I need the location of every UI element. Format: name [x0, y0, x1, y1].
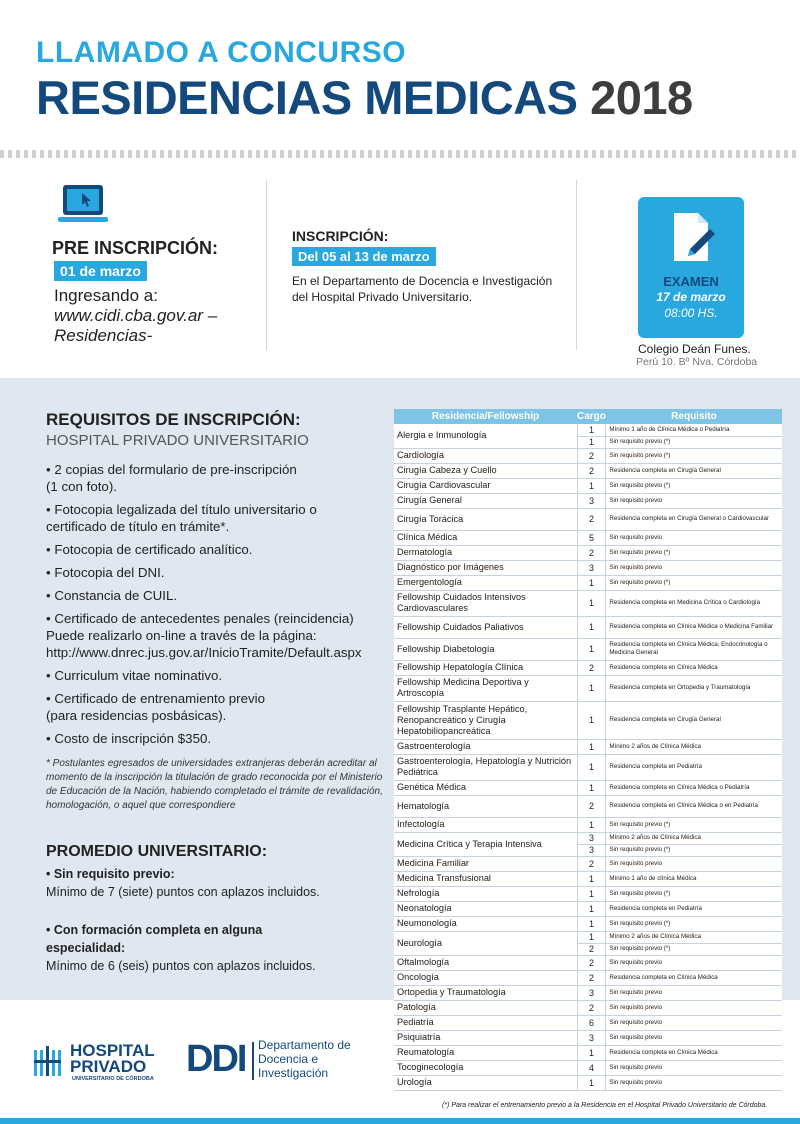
requisito-value: Mínimo 1 año de Clínica Médica o Pediatría	[606, 424, 782, 436]
cargo-value: 1	[577, 1075, 606, 1090]
column-header: Requisito	[606, 409, 782, 424]
cargo-value: 3	[577, 560, 606, 575]
requisito-item: • Fotocopia de certificado analítico.	[46, 542, 253, 557]
requisito-item: • Costo de inscripción $350.	[46, 731, 212, 746]
cargo-value: 1	[577, 575, 606, 590]
table-row	[394, 560, 782, 575]
requisito-value: Residencia completa en Clínica Médica	[606, 1045, 782, 1060]
table-row	[394, 1030, 782, 1045]
hospital-logo-line1: HOSPITAL	[70, 1041, 155, 1060]
residencia-name: Fellowship Cuidados Intensivos Cardiovasculares	[394, 590, 577, 616]
residencia-name: Dermatología	[394, 545, 577, 560]
cargo-value: 2	[577, 955, 606, 970]
ddi-logo	[186, 1038, 366, 1088]
requisito-value: Residencia completa en Pediatría	[606, 754, 782, 780]
hospital-logo-line2: PRIVADO	[70, 1057, 147, 1076]
residencia-name: Patología	[394, 1000, 577, 1015]
requisito-item: certificado de título en trámite*.	[46, 519, 230, 534]
requisito-value: Sin requisito previo	[606, 856, 782, 871]
requisito-item: • Fotocopia del DNI.	[46, 565, 165, 580]
requisito-value: Mínimo 2 años de Clínica Médica	[606, 931, 782, 943]
table-header-row	[394, 409, 782, 424]
cargo-value: 1	[577, 616, 606, 638]
bottom-accent-line	[0, 1118, 800, 1124]
pre-inscripcion-text	[54, 286, 217, 346]
requisito-item: • 2 copias del formulario de pre-inscripción	[46, 462, 297, 477]
promedio-opt2-text: Mínimo de 6 (seis) puntos con aplazos incluidos.	[46, 959, 316, 973]
cargo-value: 2	[577, 508, 606, 530]
cargo-value: 4	[577, 1060, 606, 1075]
promedio-opt2-title: • Con formación completa en alguna	[46, 923, 263, 937]
cargo-value: 3	[577, 832, 606, 844]
pre-inscripcion-date: 01 de marzo	[54, 261, 147, 281]
examen-address: Perú 10. Bº Nva. Córdoba	[636, 356, 758, 368]
hospital-logo-icon	[32, 1044, 68, 1078]
table-row	[394, 780, 782, 795]
table-row	[394, 675, 782, 701]
requisito-value: Sin requisito previo	[606, 1015, 782, 1030]
requisito-value: Residencia completa en Medicina Crítica o Cardiología	[606, 590, 782, 616]
requisito-value: Mínimo 2 años de Clínica Médica	[606, 739, 782, 754]
requisito-value: Residencia completa en Cirugía General	[606, 701, 782, 739]
table-row	[394, 545, 782, 560]
table-row	[394, 463, 782, 478]
pre-inscripcion-line1: Ingresando a:	[54, 286, 158, 305]
residencia-name: Gastroenterología, Hepatología y Nutrición Pediátrica	[394, 754, 577, 780]
residencia-name: Fellowship Diabetología	[394, 638, 577, 660]
requisito-value: Sin requisito previo (*)	[606, 886, 782, 901]
requisitos-list	[46, 461, 386, 747]
table-row	[394, 590, 782, 616]
requisitos-note: * Postulantes egresados de universidades extranjeras deberán acreditar al momento de la inscripción la titulación de grado reconocida por el Ministerio de Educación de la Nación, habiendo completado el trámite de revalidación, homologación, o aquel que correspondiere	[46, 758, 383, 811]
residencia-name: Cardiología	[394, 448, 577, 463]
laptop-cursor-icon	[58, 183, 108, 227]
cargo-value: 1	[577, 871, 606, 886]
examen-place: Colegio Deán Funes.	[638, 342, 751, 356]
table-row	[394, 575, 782, 590]
cargo-value: 1	[577, 436, 606, 448]
residencia-name: Neurología	[394, 931, 577, 955]
requisito-value: Mínimo 2 años de Clínica Médica	[606, 832, 782, 844]
table-row	[394, 1060, 782, 1075]
table-row	[394, 493, 782, 508]
residencia-name: Fellowship Hepatología Clínica	[394, 660, 577, 675]
requisito-value: Residencia completa en Clínica Médica o Pediatría	[606, 780, 782, 795]
residencia-name: Genética Médica	[394, 780, 577, 795]
promedio-section	[46, 843, 386, 975]
cargo-value: 3	[577, 844, 606, 856]
requisito-value: Sin requisito previo	[606, 530, 782, 545]
requisito-value: Sin requisito previo (*)	[606, 817, 782, 832]
cargo-value: 3	[577, 493, 606, 508]
column-header: Residencia/Fellowship	[394, 409, 577, 424]
residencia-name: Cirugía Torácica	[394, 508, 577, 530]
table-row	[394, 901, 782, 916]
poster-header	[0, 0, 800, 150]
residencia-name: Oftalmología	[394, 955, 577, 970]
inscripcion-text	[292, 273, 552, 305]
residencia-name: Urología	[394, 1075, 577, 1090]
requisito-value: Sin requisito previo	[606, 1060, 782, 1075]
residencia-name: Pediatría	[394, 1015, 577, 1030]
ddi-logo-text	[258, 1038, 351, 1080]
cargo-value: 1	[577, 931, 606, 943]
promedio-opt1-title: • Sin requisito previo:	[46, 867, 175, 881]
residencia-name: Psiquiatría	[394, 1030, 577, 1045]
requisito-item: • Constancia de CUIL.	[46, 588, 178, 603]
table-row	[394, 856, 782, 871]
table-row	[394, 448, 782, 463]
cargo-value: 3	[577, 985, 606, 1000]
table-row	[394, 530, 782, 545]
poster-title-line2	[36, 70, 693, 125]
cargo-value: 1	[577, 754, 606, 780]
requisito-value: Residencia completa en Cirugía General o Cardiovascular	[606, 508, 782, 530]
residencia-name: Fellowship Trasplante Hepático, Renopancreático y Cirugía Hepatobiliopancreática	[394, 701, 577, 739]
requisito-value: Sin requisito previo	[606, 985, 782, 1000]
requisito-value: Sin requisito previo (*)	[606, 575, 782, 590]
cargo-value: 2	[577, 943, 606, 955]
cargo-value: 3	[577, 1030, 606, 1045]
zigzag-divider	[0, 150, 800, 158]
ddi-logo-bar	[252, 1042, 254, 1080]
residencia-name: Medicina Crítica y Terapia Intensiva	[394, 832, 577, 856]
requisito-value: Residencia completa en Ortopedia y Traumatología	[606, 675, 782, 701]
cargo-value: 1	[577, 675, 606, 701]
residencia-name: Tocoginecología	[394, 1060, 577, 1075]
requisito-value: Residencia completa en Clínica Médica	[606, 970, 782, 985]
table-row	[394, 739, 782, 754]
requisito-value: Sin requisito previo (*)	[606, 436, 782, 448]
requisito-value: Sin requisito previo (*)	[606, 448, 782, 463]
cargo-value: 2	[577, 856, 606, 871]
promedio-title: PROMEDIO UNIVERSITARIO:	[46, 843, 268, 860]
inscripcion-title: INSCRIPCIÓN:	[292, 228, 389, 244]
pre-inscripcion-line3: Residencias-	[54, 326, 153, 345]
table-row	[394, 660, 782, 675]
table-row	[394, 970, 782, 985]
cargo-value: 1	[577, 901, 606, 916]
table-row	[394, 508, 782, 530]
requisito-item: Puede realizarlo on-line a través de la página:	[46, 628, 317, 643]
residencia-name: Cirugía General	[394, 493, 577, 508]
table-row	[394, 985, 782, 1000]
requisito-item: • Curriculum vitae nominativo.	[46, 668, 223, 683]
requisito-item: (para residencias posbásicas).	[46, 708, 227, 723]
cargo-value: 6	[577, 1015, 606, 1030]
cargo-value: 1	[577, 780, 606, 795]
requisito-item: • Fotocopia legalizada del título universitario o	[46, 502, 317, 517]
inscripcion-text-line1: En el Departamento de Docencia e Investigación	[292, 274, 553, 288]
cargo-value: 1	[577, 886, 606, 901]
cargo-value: 2	[577, 545, 606, 560]
residencias-table	[394, 409, 782, 1091]
residencia-name: Cirugía Cardiovascular	[394, 478, 577, 493]
examen-date: 17 de marzo	[656, 290, 726, 304]
cargo-value: 2	[577, 463, 606, 478]
examen-box	[638, 197, 744, 338]
cargo-value: 5	[577, 530, 606, 545]
requisitos-title: REQUISITOS DE INSCRIPCIÓN:	[46, 410, 301, 429]
requisito-value: Sin requisito previo (*)	[606, 916, 782, 931]
requisito-item: http://www.dnrec.jus.gov.ar/InicioTramite/Default.aspx	[46, 645, 362, 660]
table-row	[394, 817, 782, 832]
cargo-value: 1	[577, 1045, 606, 1060]
poster-title-line1: LLAMADO A CONCURSO	[36, 36, 407, 69]
residencia-name: Hematología	[394, 795, 577, 817]
ddi-logo-letters: DDI	[186, 1038, 246, 1080]
hospital-logo-line3: UNIVERSITARIO DE CÓRDOBA	[72, 1076, 154, 1082]
examen-time: 08:00 HS.	[664, 306, 718, 320]
ddi-text-line2: Docencia e	[258, 1052, 319, 1066]
cargo-value: 1	[577, 817, 606, 832]
requisito-value: Sin requisito previo (*)	[606, 943, 782, 955]
residencia-name: Diagnóstico por Imágenes	[394, 560, 577, 575]
cargo-value: 1	[577, 478, 606, 493]
table-row	[394, 638, 782, 660]
requisito-item: • Certificado de entrenamiento previo	[46, 691, 266, 706]
requisito-value: Sin requisito previo	[606, 1000, 782, 1015]
ddi-text-line1: Departamento de	[258, 1038, 351, 1052]
cargo-value: 1	[577, 638, 606, 660]
cargo-value: 2	[577, 1000, 606, 1015]
inscripcion-date: Del 05 al 13 de marzo	[292, 247, 436, 266]
pre-inscripcion-url: www.cidi.cba.gov.ar –	[54, 306, 218, 325]
table-row	[394, 1075, 782, 1090]
residencia-name: Ortopedia y Traumatología	[394, 985, 577, 1000]
table-row	[394, 832, 782, 844]
cargo-value: 1	[577, 590, 606, 616]
residencia-name: Cirugía Cabeza y Cuello	[394, 463, 577, 478]
residencia-name: Reumatología	[394, 1045, 577, 1060]
column-divider	[576, 180, 577, 350]
promedio-opt1-text: Mínimo de 7 (siete) puntos con aplazos incluidos.	[46, 885, 320, 899]
requisito-value: Residencia completa en Clínica Médica o Medicina Familiar	[606, 616, 782, 638]
cargo-value: 1	[577, 424, 606, 436]
residencia-name: Nefrología	[394, 886, 577, 901]
requisito-item: (1 con foto).	[46, 479, 117, 494]
requisito-value: Sin requisito previo	[606, 1030, 782, 1045]
column-header: Cargo	[577, 411, 606, 422]
inscripcion-text-line2: del Hospital Privado Universitario.	[292, 290, 473, 304]
table-row	[394, 795, 782, 817]
requisitos-column	[46, 410, 386, 975]
table-footnote: (*) Para realizar el entrenamiento previo a la Residencia en el Hospital Privado Universitario de Córdoba.	[442, 1102, 768, 1109]
requisito-value: Sin requisito previo	[606, 493, 782, 508]
residencia-name: Gastroenterología	[394, 739, 577, 754]
requisito-value: Sin requisito previo (*)	[606, 844, 782, 856]
residencia-name: Neonatología	[394, 901, 577, 916]
requisito-value: Sin requisito previo (*)	[606, 478, 782, 493]
table-row	[394, 1000, 782, 1015]
requisitos-subtitle: HOSPITAL PRIVADO UNIVERSITARIO	[46, 432, 309, 449]
table-row	[394, 616, 782, 638]
table-row	[394, 478, 782, 493]
table-row	[394, 916, 782, 931]
requisito-value: Sin requisito previo	[606, 560, 782, 575]
cargo-value: 2	[577, 795, 606, 817]
document-pencil-icon	[670, 211, 716, 263]
table-row	[394, 871, 782, 886]
examen-title: EXAMEN	[663, 274, 719, 289]
table-row	[394, 1045, 782, 1060]
cargo-value: 1	[577, 701, 606, 739]
residencias-table-wrap	[394, 409, 782, 1091]
residencia-name: Alergia e Inmunología	[394, 424, 577, 448]
residencia-name: Infectología	[394, 817, 577, 832]
hospital-privado-logo	[32, 1040, 172, 1086]
table-row	[394, 424, 782, 436]
requisito-value: Residencia completa en Cirugía General	[606, 463, 782, 478]
residencia-name: Clínica Médica	[394, 530, 577, 545]
requisito-value: Sin requisito previo (*)	[606, 545, 782, 560]
requisito-value: Residencia completa en Pediatría	[606, 901, 782, 916]
requisito-value: Residencia completa en Clínica Médica	[606, 660, 782, 675]
table-row	[394, 931, 782, 943]
cargo-value: 1	[577, 739, 606, 754]
table-row	[394, 1015, 782, 1030]
residencia-name: Fellowship Medicina Deportiva y Artroscopía	[394, 675, 577, 701]
cargo-value: 2	[577, 448, 606, 463]
requisito-value: Residencia completa en Clínica Médica o en Pediatría	[606, 795, 782, 817]
poster-title-main: RESIDENCIAS MEDICAS	[36, 71, 578, 124]
table-row	[394, 701, 782, 739]
residencia-name: Emergentología	[394, 575, 577, 590]
requisito-value: Sin requisito previo	[606, 955, 782, 970]
residencia-name: Medicina Transfusional	[394, 871, 577, 886]
residencia-name: Fellowship Cuidados Paliativos	[394, 616, 577, 638]
column-divider	[266, 180, 267, 350]
cargo-value: 1	[577, 916, 606, 931]
table-row	[394, 886, 782, 901]
requisito-value: Sin requisito previo	[606, 1075, 782, 1090]
cargo-value: 2	[577, 970, 606, 985]
promedio-opt2-title2: especialidad:	[46, 941, 126, 955]
requisito-value: Residencia completa en Clínica Médica; Endocrinología o Medicina General	[606, 638, 782, 660]
cargo-value: 2	[577, 660, 606, 675]
table-row	[394, 754, 782, 780]
residencia-name: Neumonología	[394, 916, 577, 931]
table-row	[394, 955, 782, 970]
poster-title-year: 2018	[590, 71, 693, 124]
residencia-name: Medicina Familiar	[394, 856, 577, 871]
requisito-item: • Certificado de antecedentes penales (reincidencia)	[46, 611, 354, 626]
pre-inscripcion-title: PRE INSCRIPCIÓN:	[52, 238, 219, 258]
residencia-name: Oncología	[394, 970, 577, 985]
ddi-text-line3: Investigación	[258, 1066, 329, 1080]
requisito-value: Mínimo 1 año de clínica Médica	[606, 871, 782, 886]
